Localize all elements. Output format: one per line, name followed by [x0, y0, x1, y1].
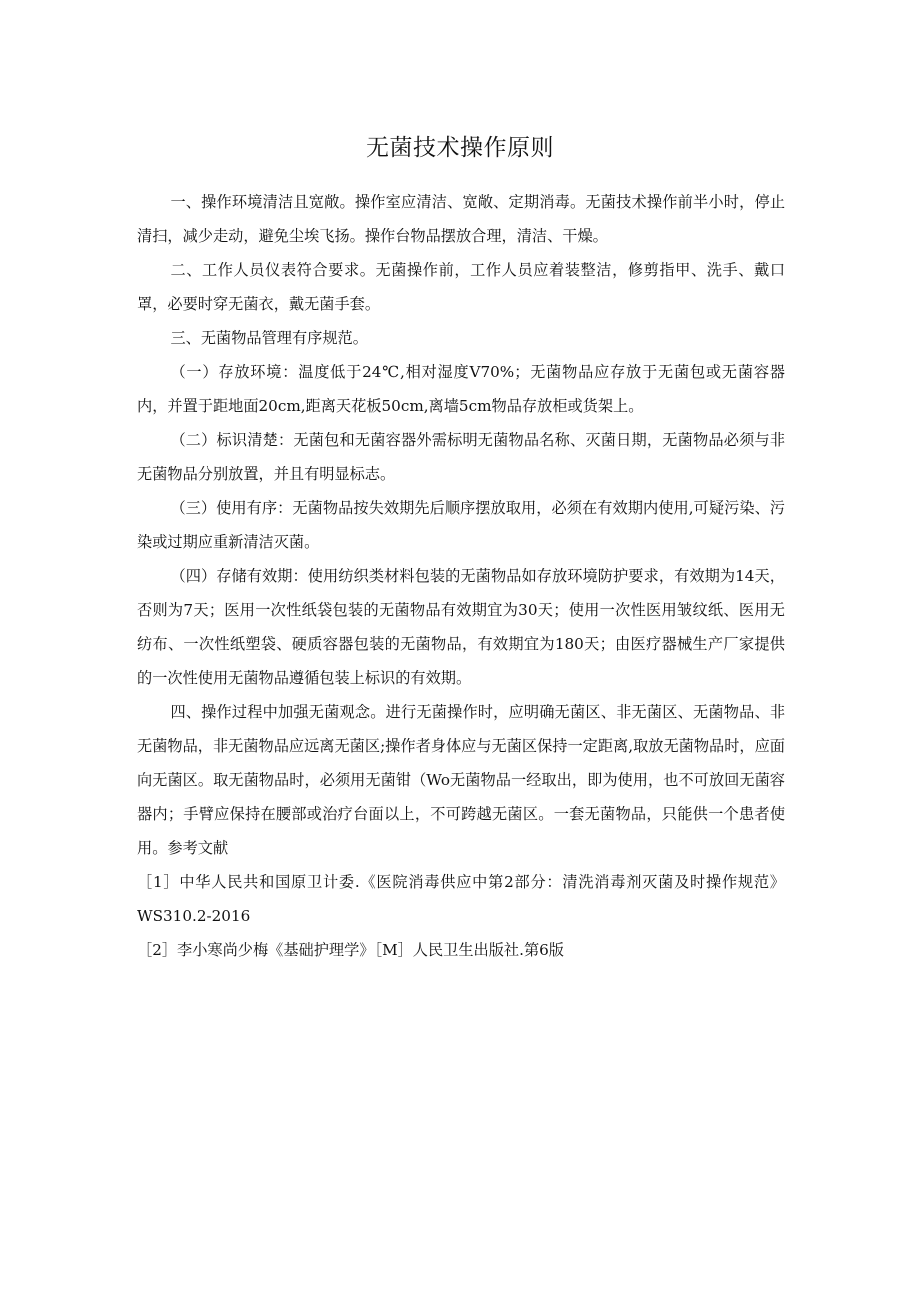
- page-title: 无菌技术操作原则: [366, 135, 554, 161]
- paragraph-orderly-use: （三）使用有序：无菌物品按失效期先后顺序摆放取用，必须在有效期内使用,可疑污染、污染或过期应重新清洁灭菌。: [137, 499, 785, 551]
- paragraph-environment: 一、操作环境清洁且宽敞。操作室应清洁、宽敞、定期消毒。无菌技术操作前半小时，停止清扫，减少走动，避免尘埃飞扬。操作台物品摆放合理，清洁、干燥。: [137, 193, 785, 245]
- paragraph-staff-appearance: 二、工作人员仪表符合要求。无菌操作前，工作人员应着装整洁，修剪指甲、洗手、戴口罩，必要时穿无菌衣，戴无菌手套。: [137, 261, 785, 313]
- paragraph-labeling: （二）标识清楚：无菌包和无菌容器外需标明无菌物品名称、灭菌日期，无菌物品必须与非无菌物品分别放置，并且有明显标志。: [137, 431, 785, 483]
- paragraph-sterile-concept: 四、操作过程中加强无菌观念。进行无菌操作时，应明确无菌区、非无菌区、无菌物品、非无菌物品，非无菌物品应远离无菌区;操作者身体应与无菌区保持一定距离,取放无菌物品时，应面向无菌区。取无菌物品时，必须用无菌钳（Wo无菌物品一经取出，即为使用，也不可放回无菌容器内；手臂应保持在腰部或治疗台面以上，不可跨越无菌区。一套无菌物品，只能供一个患者使用。参考文献: [137, 703, 785, 857]
- reference-item-1: ［1］中华人民共和国原卫计委.《医院消毒供应中第2部分：清洗消毒剂灭菌及时操作规范》WS310.2-2016: [137, 873, 785, 925]
- paragraph-storage-environment: （一）存放环境：温度低于24℃,相对湿度V70%；无菌物品应存放于无菌包或无菌容器内，并置于距地面20cm,距离天花板50cm,离墙5cm物品存放柜或货架上。: [137, 363, 785, 415]
- document-body: [137, 185, 785, 967]
- paragraph-storage-validity: （四）存储有效期：使用纺织类材料包装的无菌物品如存放环境防护要求，有效期为14天，否则为7天；医用一次性纸袋包装的无菌物品有效期宜为30天；使用一次性医用皱纹纸、医用无纺布、一次性纸塑袋、硬质容器包装的无菌物品，有效期宜为180天；由医疗器械生产厂家提供的一次性使用无菌物品遵循包装上标识的有效期。: [137, 567, 785, 687]
- paragraph-sterile-management: 三、无菌物品管理有序规范。: [170, 329, 368, 347]
- reference-item-2: ［2］李小寒尚少梅《基础护理学》［M］人民卫生出版社.第6版: [137, 941, 564, 959]
